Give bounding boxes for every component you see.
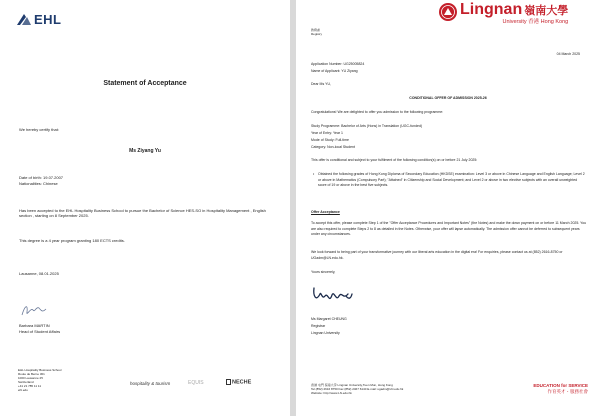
lingnan-dept-en: Registry — [311, 32, 323, 36]
bullet-icon: • — [313, 172, 315, 176]
neche-label: NECHE — [232, 379, 252, 386]
lingnan-dept-zh: 教務處 — [311, 28, 321, 32]
ehl-footer-line: ehl.edu — [18, 388, 28, 392]
lingnan-signatory-title: Registrar — [311, 324, 326, 328]
ehl-footer-address — [18, 368, 61, 392]
lingnan-signature — [310, 282, 354, 310]
lingnan-logo-en: Lingnan — [460, 1, 523, 18]
ehl-title: Statement of Acceptance — [103, 80, 187, 87]
lingnan-application-number: Application Number: UG25005824 — [311, 62, 365, 66]
ehl-footer-line: Route de Berne 301 — [18, 372, 45, 376]
ehl-footer-line: 1000 Lausanne 25 — [18, 376, 43, 380]
education-for-service-label: EDUCATION for SERVICE — [533, 383, 588, 388]
education-for-service-zh: 作育英才・服務社會 — [547, 389, 588, 394]
ehl-place-date: Lausanne, 08.01.2025 — [19, 271, 59, 276]
lingnan-crest-icon — [438, 2, 458, 22]
lingnan-acceptance-text: To accept this offer, please complete Step 1 of the "Offer Acceptance Procedures and Important Notes" (the Notes) and make the down payment on or before 11 March 2025. You are also required to complete Steps 2 to 8 as detailed in the Notes. Otherwise, your offer will lapse automatically. The admission offer cannot be deferred to subsequent years under any circumstances. — [311, 221, 587, 236]
lingnan-salutation: Dear Ms YU, — [311, 82, 331, 86]
ehl-logo — [16, 12, 62, 27]
ehl-brand-text: EHL — [34, 12, 62, 27]
lingnan-category: Category: Non-local Student — [311, 145, 355, 149]
ehl-accepted-statement: Has been accepted to the EHL Hospitality Business School to pursue the Bachelor of Science HES-SO in Hospitality Management , English section , starting on 8 September 2025. — [19, 208, 266, 218]
lingnan-congrats: Congratulations! We are delighted to offer you admission to the following programme: — [311, 110, 444, 114]
ehl-footer-line: EHL Hospitality Business School — [18, 368, 62, 372]
ehl-footer-line: Switzerland — [18, 380, 34, 384]
lingnan-condition-item: Obtained the following grades of Hong Kong Diploma of Secondary Education (HKDSE) examination: Level 3 or above in Chinese Language and English Language; Level 2 or above in Mathematics (Compulsory Part); "Attained" in Citizenship and Social Development; and Level 2 or above in two elective subjects with an overall unweighted score of 19 or above in the best five subjects. — [318, 172, 585, 187]
lingnan-year-of-entry: Year of Entry: Year 1 — [311, 131, 343, 135]
lingnan-offer-letter — [296, 0, 600, 416]
lingnan-acceptance-heading: Offer Acceptance — [311, 210, 340, 214]
lingnan-logo — [438, 2, 568, 25]
lingnan-signatory-name: Ms Margaret CHEUNG — [311, 317, 347, 321]
ehl-student-name: Ms Ziyang Yu — [129, 148, 161, 154]
lingnan-applicant-name: Name of Applicant: YU Ziyang — [311, 69, 358, 73]
lingnan-conditional-note: This offer is conditional and subject to your fulfilment of the following condition(s) on or before 21 July 2025: — [311, 158, 478, 162]
lingnan-letter-date: 04 March 2025 — [556, 52, 580, 56]
ehl-emblem-icon — [16, 13, 32, 26]
lingnan-footer-line: Tel (852) 2616 8750 Fax (852) 2467 6140 E-mail: ugadm@LN.edu.hk — [311, 387, 404, 391]
lingnan-logo-zh: 嶺南大學 — [524, 5, 569, 17]
lingnan-logo-sub: University 香港 Hong Kong — [502, 19, 569, 25]
accreditation-logo-neche — [226, 379, 251, 385]
ehl-signature — [20, 302, 50, 318]
lingnan-mode-of-study: Mode of Study: Full-time — [311, 138, 349, 142]
lingnan-footer-line: 香港 屯門 嶺南大學 Lingnan University,Tuen Mun, Hong Kong — [311, 383, 393, 387]
lingnan-programme: Study Programme: Bachelor of Arts (Hons) in Translation (UGC-funded) — [311, 124, 423, 128]
lingnan-footer-line: Website: http://www.LN.edu.hk — [311, 391, 352, 395]
lingnan-institution: Lingnan University — [311, 331, 340, 335]
ehl-acceptance-letter — [0, 0, 290, 416]
accreditation-logo-equis: EQUIS — [188, 380, 204, 386]
ehl-dob: Date of birth: 19.07.2007 — [19, 175, 64, 180]
ehl-nationality: Nationalities: Chinese — [19, 181, 58, 186]
ehl-certify: We hereby certify that: — [19, 127, 59, 132]
lingnan-offer-heading: CONDITIONAL OFFER OF ADMISSION 2025-26 — [409, 96, 487, 100]
lingnan-closing-text: We look forward to being part of your transformative journey with our liberal arts education in the digital era! For enquiries, please contact us at (852) 2616-8750 or UGadm@LN.edu.hk. — [311, 250, 563, 260]
lingnan-sincerely: Yours sincerely, — [311, 270, 336, 274]
lingnan-footer-contact — [311, 383, 403, 395]
neche-emblem-icon — [226, 379, 231, 385]
ehl-signatory-title: Head of Student Affairs — [19, 329, 61, 334]
accreditation-logo-hospitality: hospitality & tourism — [130, 381, 171, 386]
ehl-footer-line: +41 21 785 11 11 — [18, 384, 41, 388]
lingnan-footer-badge — [533, 383, 588, 395]
ehl-degree-note: This degree is a 4 year program granting 180 ECTS credits. — [19, 238, 125, 243]
ehl-signatory-name: Barbara MARTIN — [19, 323, 50, 328]
